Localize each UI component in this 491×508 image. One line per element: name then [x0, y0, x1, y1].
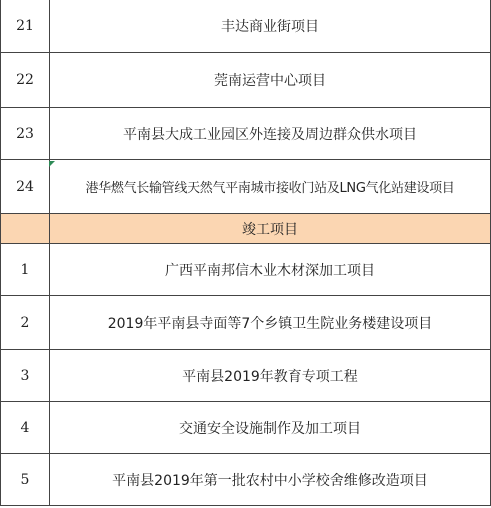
- project-name: 莞南运营中心项目: [214, 73, 326, 89]
- project-name: 港华燃气长输管线天然气平南城市接收门站及LNG气化站建设项目: [85, 181, 455, 196]
- project-name: 丰达商业街项目: [221, 19, 319, 35]
- row-number: 3: [1, 350, 50, 401]
- row-number: 24: [1, 160, 50, 213]
- row-number: 2: [1, 296, 50, 349]
- table-row: [1, 0, 490, 53]
- project-name: 2019年平南县寺面等7个乡镇卫生院业务楼建设项目: [107, 315, 433, 332]
- table-row: [1, 296, 490, 350]
- table-row: [1, 108, 490, 160]
- cell-comment-marker-icon: [49, 161, 55, 167]
- table-row: [1, 244, 490, 296]
- row-number: 21: [1, 0, 50, 52]
- section-title: 竣工项目: [242, 221, 298, 238]
- section-number-cell: [1, 214, 50, 243]
- row-number: 23: [1, 108, 50, 159]
- project-name: 平南县大成工业园区外连接及周边群众供水项目: [123, 126, 417, 143]
- project-name: 平南县2019年教育专项工程: [182, 368, 358, 385]
- table-row: [1, 350, 490, 402]
- project-name: 广西平南邦信木业木材深加工项目: [165, 262, 375, 279]
- row-number: 4: [1, 402, 50, 453]
- section-header-row: [1, 214, 490, 244]
- project-name: 交通安全设施制作及加工项目: [179, 420, 361, 437]
- row-number: 22: [1, 53, 50, 107]
- table-row: [1, 53, 490, 108]
- row-number: 5: [1, 454, 50, 505]
- row-number: 1: [1, 244, 50, 295]
- table-row: [1, 402, 490, 454]
- project-name: 平南县2019年第一批农村中小学校舍维修改造项目: [112, 472, 428, 489]
- table-row: [1, 454, 490, 506]
- table-row: [1, 160, 490, 214]
